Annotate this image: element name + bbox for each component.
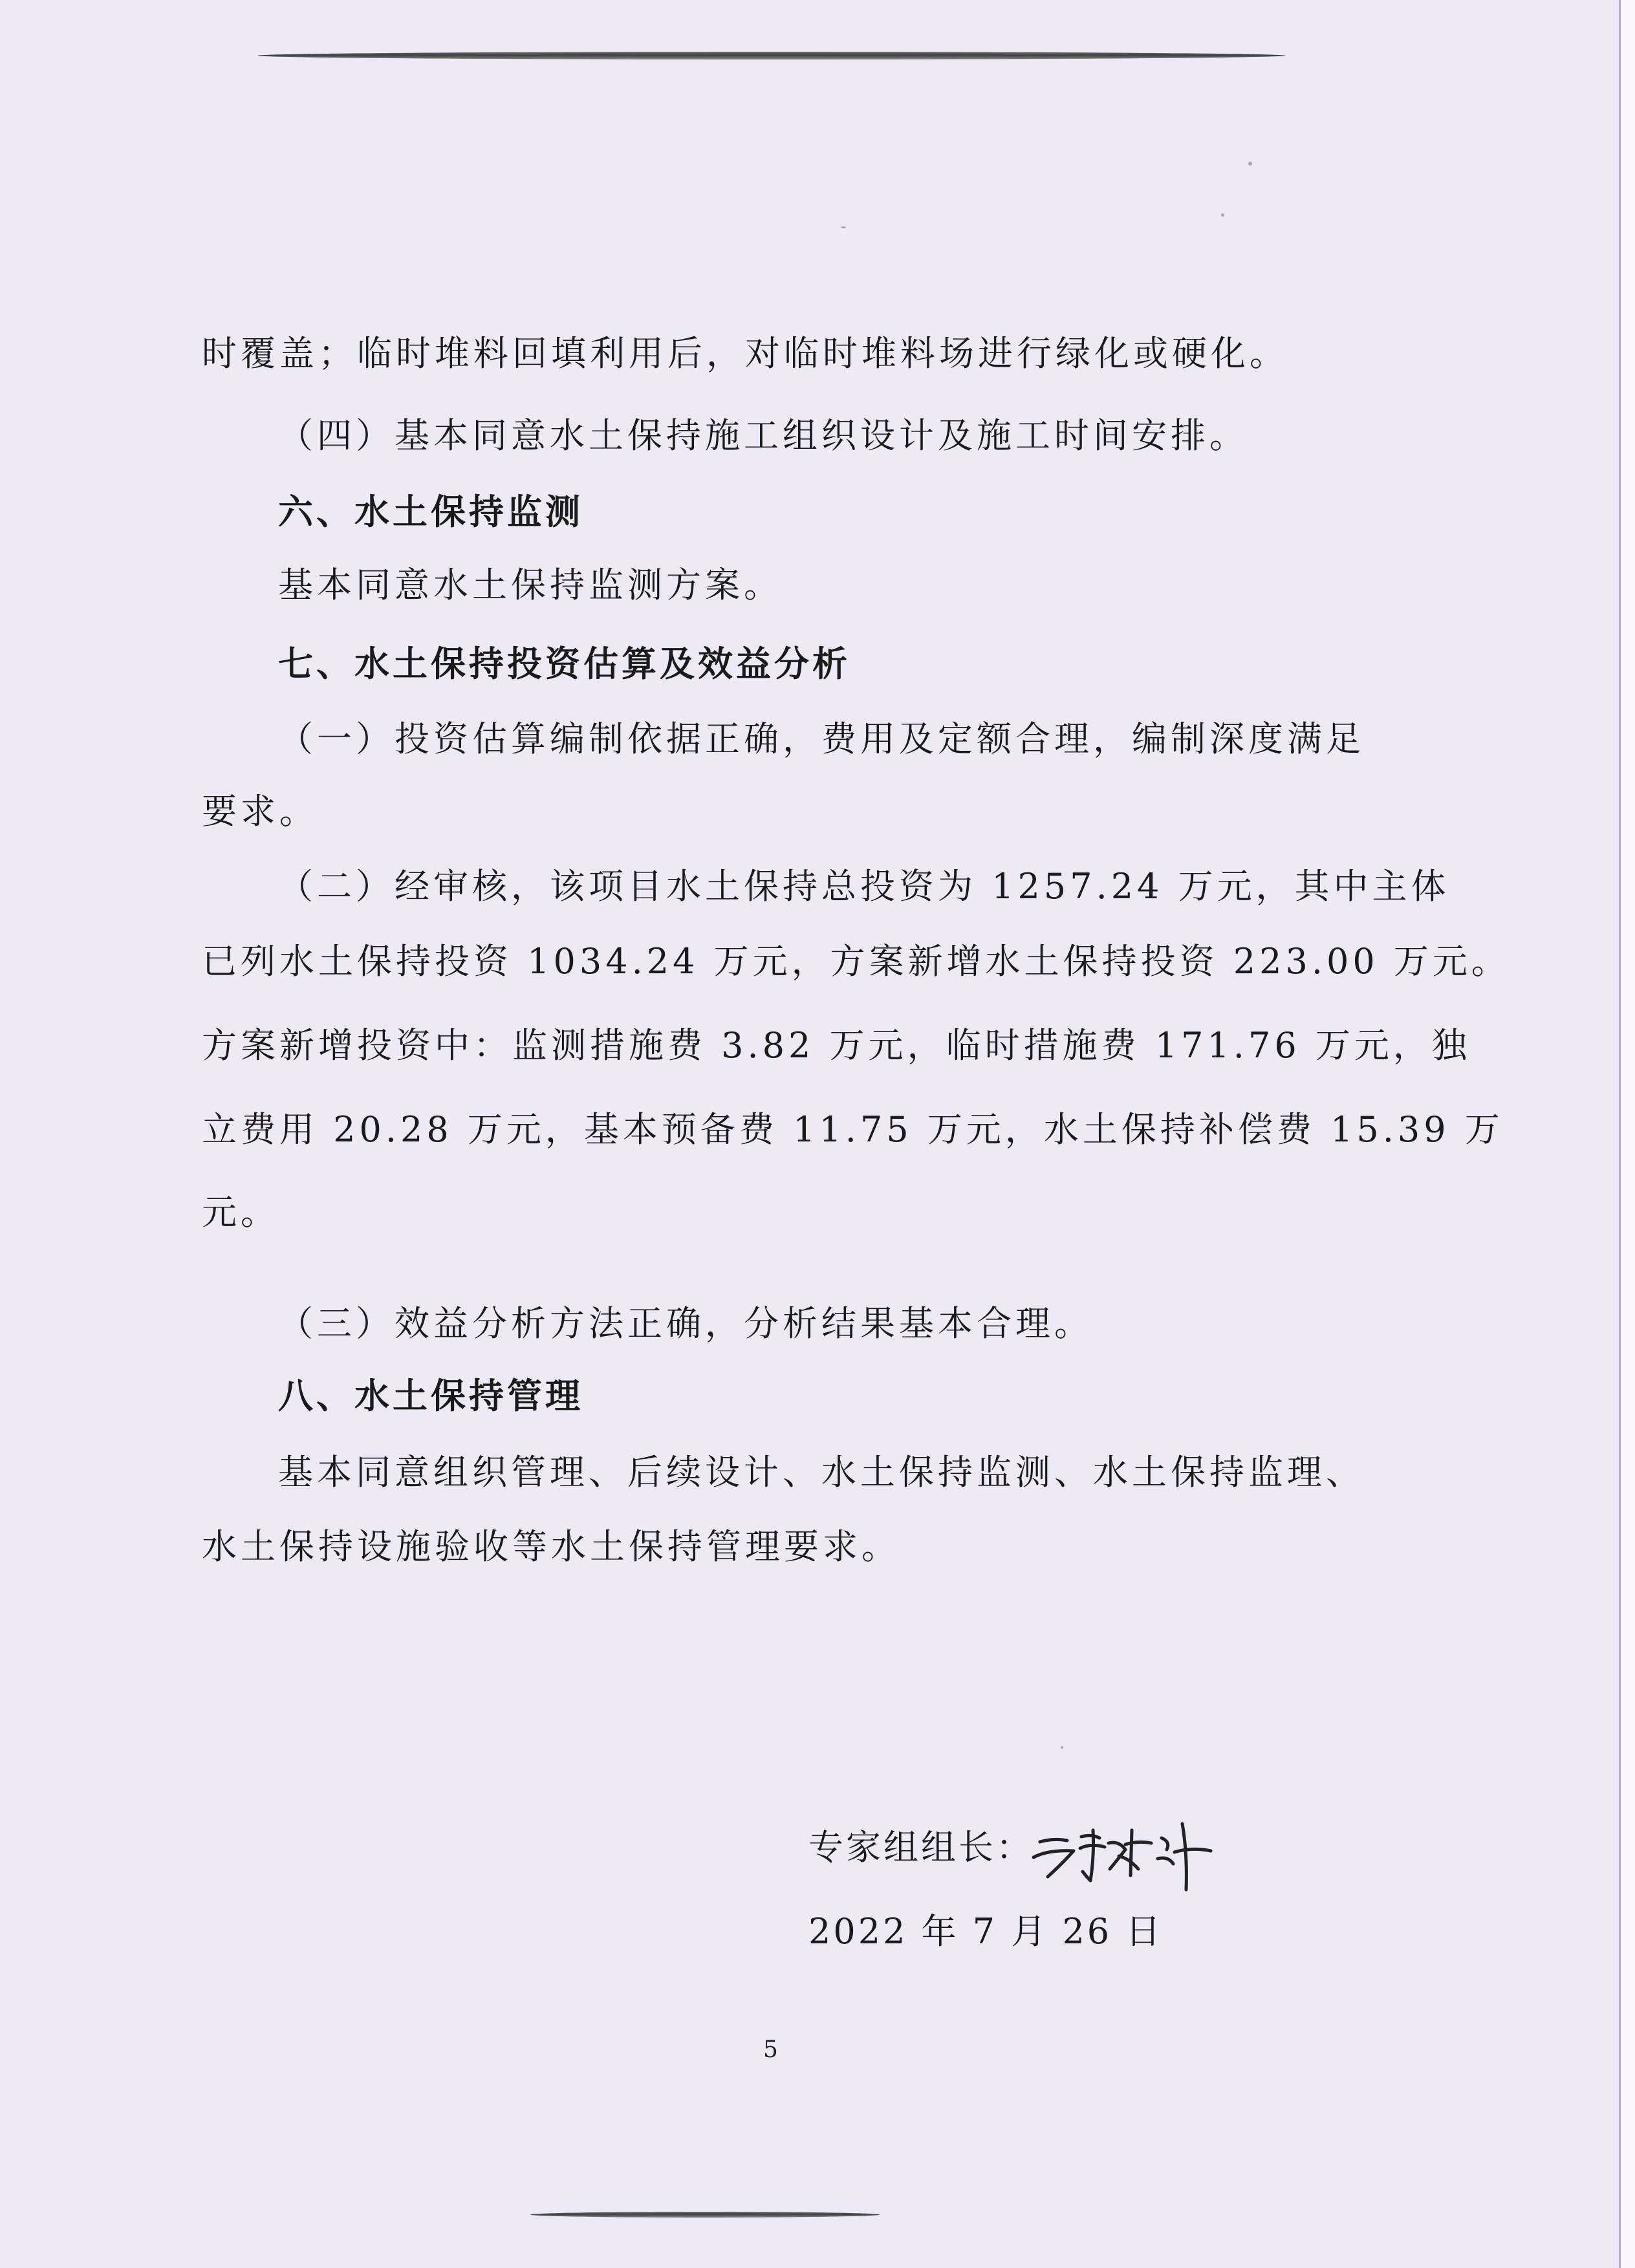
- scan-speck: [1248, 162, 1252, 166]
- scan-speck: [1221, 213, 1224, 217]
- body-line: 时覆盖；临时堆料回填利用后，对临时堆料场进行绿化或硬化。: [202, 333, 1288, 374]
- page-number: 5: [763, 2036, 778, 2063]
- body-line: 元。: [202, 1192, 279, 1233]
- body-line: 基本同意水土保持监测方案。: [278, 565, 783, 605]
- body-line: 方案新增投资中：监测措施费 3.82 万元，临时措施费 171.76 万元，独: [202, 1025, 1471, 1066]
- section-heading: 八、水土保持管理: [278, 1376, 583, 1416]
- body-line: （二）经审核，该项目水土保持总投资为 1257.24 万元，其中主体: [278, 866, 1450, 907]
- handwritten-signature: [1028, 1804, 1216, 1895]
- section-heading: 六、水土保持监测: [278, 491, 583, 532]
- signature-date: 2022 年 7 月 26 日: [808, 1911, 1164, 1952]
- signature-label: 专家组组长：: [808, 1827, 1034, 1868]
- body-line: 立费用 20.28 万元，基本预备费 11.75 万元，水土保持补偿费 15.39 万: [202, 1109, 1504, 1150]
- scan-edge: [1619, 0, 1635, 2268]
- body-line: （一）投资估算编制依据正确，费用及定额合理，编制深度满足: [278, 718, 1365, 759]
- scan-speck: [1061, 1746, 1063, 1749]
- top-rule: [257, 52, 1286, 59]
- body-line: 要求。: [202, 791, 318, 832]
- body-line: 基本同意组织管理、后续设计、水土保持监测、水土保持监理、: [278, 1452, 1365, 1493]
- body-line: 已列水土保持投资 1034.24 万元，方案新增水土保持投资 223.00 万元。: [202, 941, 1510, 982]
- bottom-rule: [530, 2212, 880, 2218]
- body-line: 水土保持设施验收等水土保持管理要求。: [202, 1526, 900, 1567]
- scan-speck: [841, 226, 846, 228]
- body-line: （三）效益分析方法正确，分析结果基本合理。: [278, 1303, 1093, 1344]
- section-heading: 七、水土保持投资估算及效益分析: [278, 643, 850, 684]
- body-line: （四）基本同意水土保持施工组织设计及施工时间安排。: [278, 415, 1248, 456]
